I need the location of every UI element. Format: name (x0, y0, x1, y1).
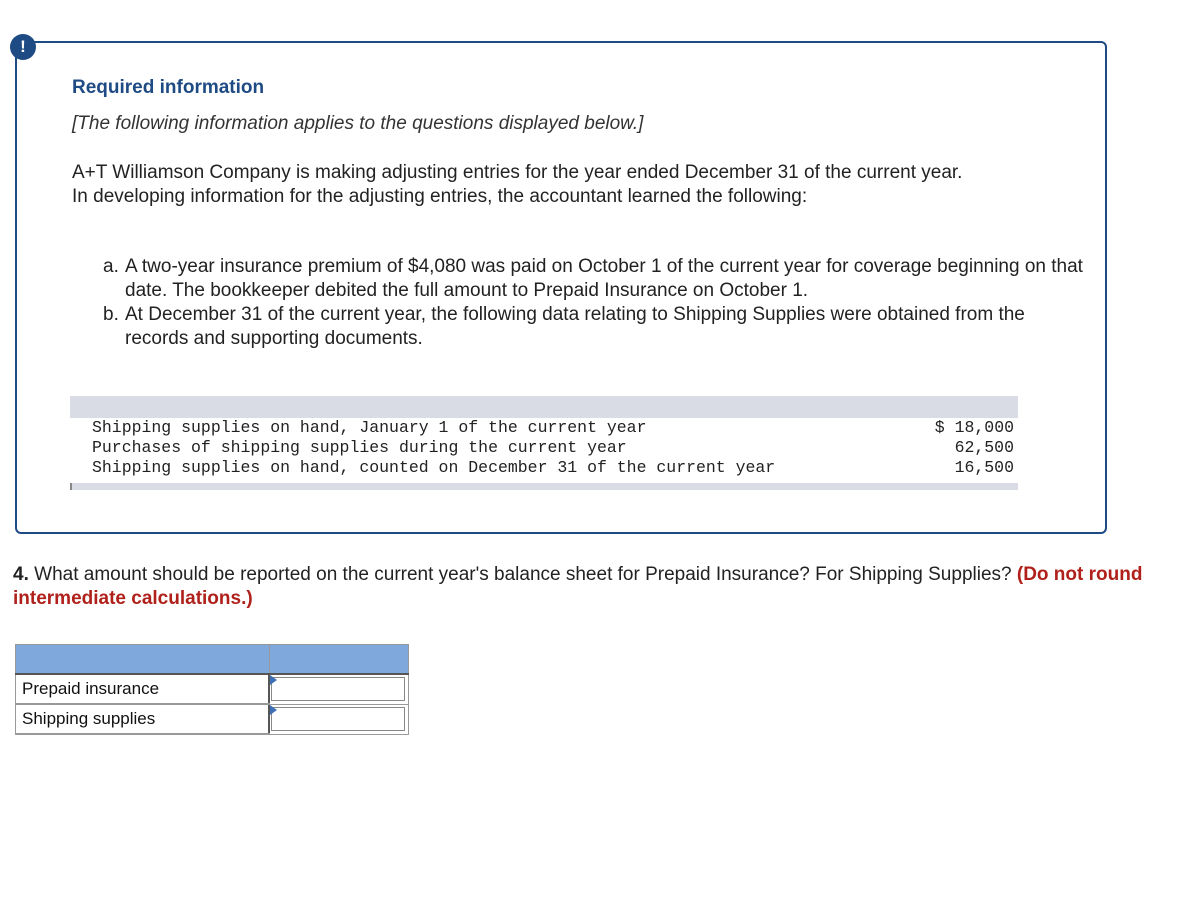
row-label: Shipping supplies on hand, counted on December 31 of the current year (92, 458, 776, 477)
list-item (103, 255, 1083, 303)
table-row (70, 438, 1018, 458)
answer-table-header (16, 645, 409, 675)
table-header-bar (70, 396, 1018, 418)
info-list (103, 255, 1083, 351)
header-cell-label (16, 645, 270, 675)
question-body: What amount should be reported on the current year's balance sheet for Prepaid Insurance? For Shipping Supplies? (34, 564, 1012, 585)
prepaid-insurance-input[interactable] (271, 677, 405, 701)
required-information-title: Required information (72, 77, 265, 98)
row-value: $ 18,000 (934, 418, 1014, 437)
list-item-marker: b. (103, 304, 119, 325)
table-row (16, 674, 409, 704)
question-number: 4. (13, 564, 29, 585)
question-hint: (Do not round intermediate calculations.) (13, 564, 1143, 609)
input-marker-icon (270, 675, 277, 685)
list-item-marker: a. (103, 256, 119, 277)
row-label: Purchases of shipping supplies during the current year (92, 438, 627, 457)
prepaid-insurance-cell (269, 674, 409, 704)
shipping-supplies-table (70, 396, 1018, 490)
answer-table (15, 644, 409, 735)
shipping-supplies-label: Shipping supplies (16, 704, 270, 734)
applies-note: [The following information applies to the questions displayed below.] (72, 113, 644, 134)
shipping-supplies-input[interactable] (271, 707, 405, 731)
row-label: Shipping supplies on hand, January 1 of the current year (92, 418, 647, 437)
table-row (70, 418, 1018, 438)
table-row (70, 458, 1018, 478)
table-row (16, 704, 409, 734)
header-cell-value (269, 645, 409, 675)
list-item-text: At December 31 of the current year, the following data relating to Shipping Supplies were obtained from the records and supporting documents. (125, 304, 1025, 349)
input-marker-icon (270, 705, 277, 715)
required-information-panel (15, 41, 1107, 534)
row-value: 16,500 (954, 458, 1014, 477)
table-footer-bar (70, 483, 1018, 490)
prepaid-insurance-label: Prepaid insurance (16, 674, 270, 704)
intro-paragraph (72, 161, 1082, 209)
question-text (13, 563, 1173, 611)
intro-line-1: A+T Williamson Company is making adjusting entries for the year ended December 31 of the current year. (72, 162, 963, 183)
list-item-text: A two-year insurance premium of $4,080 was paid on October 1 of the current year for coverage beginning on that date. The bookkeeper debited the full amount to Prepaid Insurance on October 1. (125, 256, 1083, 301)
alert-icon: ! (10, 34, 36, 60)
row-value: 62,500 (954, 438, 1014, 457)
shipping-supplies-cell (269, 704, 409, 734)
list-item (103, 303, 1083, 351)
intro-line-2: In developing information for the adjusting entries, the accountant learned the following: (72, 186, 808, 207)
